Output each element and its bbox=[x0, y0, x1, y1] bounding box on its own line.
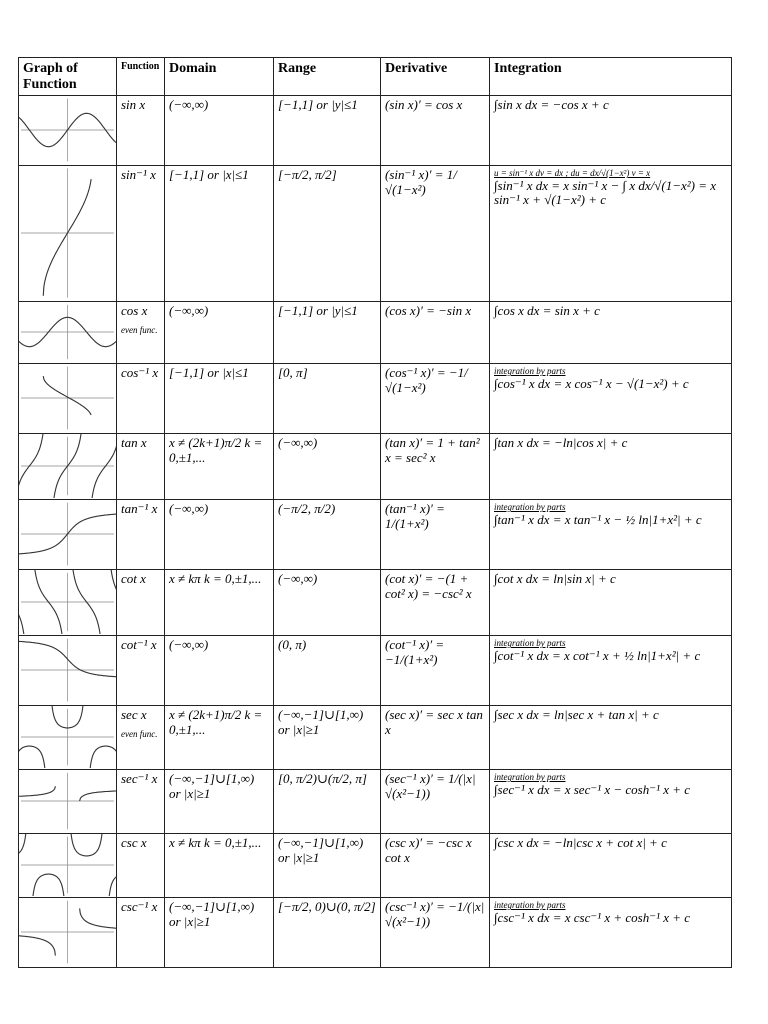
sine-curve-graph bbox=[19, 96, 116, 164]
function-cell-text: cot⁻¹ x bbox=[121, 637, 157, 653]
trig-function-table bbox=[18, 57, 732, 968]
derivative-cell bbox=[381, 898, 490, 968]
domain-cell bbox=[165, 434, 274, 500]
table-row bbox=[19, 96, 732, 166]
derivative-cell-text: (tan x)′ = 1 + tan² x = sec² x bbox=[385, 435, 480, 466]
derivative-cell-text: (csc⁻¹ x)′ = −1/(|x|√(x²−1)) bbox=[385, 899, 485, 930]
range-cell bbox=[274, 434, 381, 500]
graph-cell bbox=[19, 96, 117, 166]
domain-cell-text: [−1,1] or |x|≤1 bbox=[169, 365, 249, 381]
graph-cell bbox=[19, 770, 117, 834]
function-cell bbox=[117, 96, 165, 166]
function-note: even func. bbox=[121, 729, 158, 740]
secant-curve-graph bbox=[19, 706, 116, 768]
integration-cell bbox=[490, 834, 732, 898]
domain-cell bbox=[165, 706, 274, 770]
tangent-curve-graph bbox=[19, 434, 116, 498]
integration-cell-text: ∫sec⁻¹ x dx = x sec⁻¹ x − cosh⁻¹ x + c bbox=[494, 781, 691, 797]
cotangent-curve-graph bbox=[19, 570, 116, 634]
derivative-cell bbox=[381, 770, 490, 834]
integration-cell bbox=[490, 706, 732, 770]
function-cell-text: sin⁻¹ x bbox=[121, 167, 156, 183]
domain-cell bbox=[165, 570, 274, 636]
integration-cell-text: ∫tan⁻¹ x dx = x tan⁻¹ x − ½ ln|1+x²| + c bbox=[494, 511, 702, 527]
function-cell bbox=[117, 364, 165, 434]
integration-cell-text: ∫sin x dx = −cos x + c bbox=[494, 97, 609, 113]
domain-cell bbox=[165, 500, 274, 570]
derivative-cell bbox=[381, 302, 490, 364]
function-cell-text: tan x bbox=[121, 435, 147, 451]
range-cell bbox=[274, 770, 381, 834]
table-row bbox=[19, 570, 732, 636]
function-cell-text: cos⁻¹ x bbox=[121, 365, 159, 381]
derivative-cell bbox=[381, 636, 490, 706]
derivative-cell-text: (sec x)′ = sec x tan x bbox=[385, 707, 483, 738]
derivative-cell bbox=[381, 364, 490, 434]
domain-cell bbox=[165, 834, 274, 898]
range-cell-text: [−π/2, π/2] bbox=[278, 167, 337, 183]
integration-cell-text: ∫tan x dx = −ln|cos x| + c bbox=[494, 435, 628, 451]
domain-cell-text: (−∞,∞) bbox=[169, 97, 209, 113]
function-cell-text: sec x bbox=[121, 707, 147, 723]
header-integration: Integration bbox=[490, 58, 732, 96]
range-cell bbox=[274, 570, 381, 636]
table-row bbox=[19, 834, 732, 898]
function-cell-text: sec⁻¹ x bbox=[121, 771, 158, 787]
table-row bbox=[19, 898, 732, 968]
range-cell-text: [0, π/2)∪(π/2, π] bbox=[278, 771, 367, 787]
domain-cell-text: x ≠ kπ k = 0,±1,... bbox=[169, 835, 262, 851]
graph-cell bbox=[19, 434, 117, 500]
integration-note: integration by parts bbox=[494, 900, 566, 911]
function-note: even func. bbox=[121, 325, 158, 336]
integration-cell-text: ∫cos⁻¹ x dx = x cos⁻¹ x − √(1−x²) + c bbox=[494, 375, 689, 391]
table-row bbox=[19, 302, 732, 364]
integration-note: integration by parts bbox=[494, 772, 566, 783]
integration-cell-text: ∫cot⁻¹ x dx = x cot⁻¹ x + ½ ln|1+x²| + c bbox=[494, 647, 701, 663]
function-cell bbox=[117, 834, 165, 898]
domain-cell bbox=[165, 166, 274, 302]
range-cell-text: [−1,1] or |y|≤1 bbox=[278, 97, 358, 113]
graph-cell bbox=[19, 302, 117, 364]
function-cell-text: csc x bbox=[121, 835, 147, 851]
range-cell bbox=[274, 706, 381, 770]
function-cell-text: cos x bbox=[121, 303, 148, 319]
range-cell bbox=[274, 96, 381, 166]
arccosecant-curve-graph bbox=[19, 898, 116, 966]
graph-cell bbox=[19, 636, 117, 706]
arcsecant-curve-graph bbox=[19, 770, 116, 832]
domain-cell-text: [−1,1] or |x|≤1 bbox=[169, 167, 249, 183]
integration-cell bbox=[490, 636, 732, 706]
integration-cell-text: ∫sec x dx = ln|sec x + tan x| + c bbox=[494, 707, 659, 723]
graph-cell bbox=[19, 898, 117, 968]
function-cell bbox=[117, 898, 165, 968]
function-cell-text: sin x bbox=[121, 97, 146, 113]
domain-cell bbox=[165, 636, 274, 706]
header-graph: Graph of Function bbox=[19, 58, 117, 96]
function-cell-text: csc⁻¹ x bbox=[121, 899, 158, 915]
graph-cell bbox=[19, 166, 117, 302]
arcsecant-curve-branch-0 bbox=[80, 791, 116, 801]
function-cell bbox=[117, 706, 165, 770]
graph-cell bbox=[19, 500, 117, 570]
table-row bbox=[19, 364, 732, 434]
derivative-cell-text: (cot x)′ = −(1 + cot² x) = −csc² x bbox=[385, 571, 472, 602]
range-cell bbox=[274, 898, 381, 968]
domain-cell-text: x ≠ (2k+1)π/2 k = 0,±1,... bbox=[169, 435, 263, 466]
domain-cell-text: (−∞,∞) bbox=[169, 637, 209, 653]
integration-note: u = sin⁻¹ x dv = dx ; du = dx/√(1−x²) v = x bbox=[494, 168, 651, 179]
cosecant-curve-branch-0 bbox=[19, 834, 26, 856]
derivative-cell-text: (sin x)′ = cos x bbox=[385, 97, 463, 113]
range-cell-text: (−∞,∞) bbox=[278, 435, 318, 451]
range-cell bbox=[274, 364, 381, 434]
integration-cell-text: ∫csc⁻¹ x dx = x csc⁻¹ x + cosh⁻¹ x + c bbox=[494, 909, 691, 925]
domain-cell bbox=[165, 96, 274, 166]
derivative-cell-text: (cos x)′ = −sin x bbox=[385, 303, 472, 319]
table-row bbox=[19, 636, 732, 706]
domain-cell bbox=[165, 770, 274, 834]
integration-cell bbox=[490, 96, 732, 166]
domain-cell-text: x ≠ (2k+1)π/2 k = 0,±1,... bbox=[169, 707, 263, 738]
function-cell bbox=[117, 570, 165, 636]
header-domain: Domain bbox=[165, 58, 274, 96]
function-cell-text: tan⁻¹ x bbox=[121, 501, 158, 517]
graph-cell bbox=[19, 570, 117, 636]
derivative-cell-text: (sin⁻¹ x)′ = 1/√(1−x²) bbox=[385, 167, 457, 198]
domain-cell bbox=[165, 898, 274, 968]
function-cell bbox=[117, 500, 165, 570]
integration-note: integration by parts bbox=[494, 366, 566, 377]
derivative-cell bbox=[381, 706, 490, 770]
cosecant-curve-branch-2 bbox=[71, 834, 103, 856]
secant-curve-branch-3 bbox=[89, 746, 116, 768]
function-cell-text: cot x bbox=[121, 571, 146, 587]
range-cell-text: (−π/2, π/2) bbox=[278, 501, 336, 517]
function-cell bbox=[117, 770, 165, 834]
integration-cell bbox=[490, 570, 732, 636]
integration-cell bbox=[490, 770, 732, 834]
domain-cell-text: (−∞,∞) bbox=[169, 303, 209, 319]
graph-cell bbox=[19, 706, 117, 770]
integration-cell bbox=[490, 500, 732, 570]
domain-cell bbox=[165, 302, 274, 364]
header-range: Range bbox=[274, 58, 381, 96]
header-function: Function bbox=[117, 58, 165, 96]
function-cell bbox=[117, 302, 165, 364]
derivative-cell-text: (cot⁻¹ x)′ = −1/(1+x²) bbox=[385, 637, 445, 668]
range-cell bbox=[274, 636, 381, 706]
range-cell bbox=[274, 500, 381, 570]
function-cell bbox=[117, 636, 165, 706]
function-cell bbox=[117, 166, 165, 302]
derivative-cell-text: (csc x)′ = −csc x cot x bbox=[385, 835, 472, 866]
range-cell bbox=[274, 166, 381, 302]
integration-cell-text: ∫csc x dx = −ln|csc x + cot x| + c bbox=[494, 835, 667, 851]
table-row bbox=[19, 500, 732, 570]
integration-cell bbox=[490, 898, 732, 968]
arccosecant-curve-branch-1 bbox=[19, 936, 55, 956]
secant-curve-branch-1 bbox=[19, 746, 46, 768]
cosecant-curve-branch-3 bbox=[109, 874, 116, 896]
domain-cell-text: x ≠ kπ k = 0,±1,... bbox=[169, 571, 262, 587]
integration-cell bbox=[490, 434, 732, 500]
integration-cell bbox=[490, 302, 732, 364]
function-cell bbox=[117, 434, 165, 500]
domain-cell bbox=[165, 364, 274, 434]
range-cell bbox=[274, 834, 381, 898]
derivative-cell bbox=[381, 166, 490, 302]
graph-cell bbox=[19, 834, 117, 898]
integration-cell-text: ∫cot x dx = ln|sin x| + c bbox=[494, 571, 616, 587]
table-row bbox=[19, 166, 732, 302]
domain-cell-text: (−∞,−1]∪[1,∞) or |x|≥1 bbox=[169, 899, 255, 930]
header-derivative: Derivative bbox=[381, 58, 490, 96]
integration-cell bbox=[490, 364, 732, 434]
derivative-cell bbox=[381, 500, 490, 570]
integration-cell-text: ∫sin⁻¹ x dx = x sin⁻¹ x − ∫ x dx/√(1−x²) = x sin⁻¹ x + √(1−x²) + c bbox=[494, 177, 717, 208]
cosine-curve-graph bbox=[19, 302, 116, 362]
cosecant-curve-graph bbox=[19, 834, 116, 896]
arccosecant-curve-branch-0 bbox=[80, 909, 116, 929]
range-cell-text: (−∞,−1]∪[1,∞) or |x|≥1 bbox=[278, 707, 364, 738]
arccotangent-curve-graph bbox=[19, 636, 116, 704]
domain-cell-text: (−∞,∞) bbox=[169, 501, 209, 517]
range-cell-text: (−∞,−1]∪[1,∞) or |x|≥1 bbox=[278, 835, 364, 866]
range-cell-text: [0, π] bbox=[278, 365, 308, 381]
table-row bbox=[19, 706, 732, 770]
derivative-cell-text: (tan⁻¹ x)′ = 1/(1+x²) bbox=[385, 501, 445, 532]
range-cell-text: (−∞,∞) bbox=[278, 571, 318, 587]
table-row bbox=[19, 434, 732, 500]
arcsine-curve-graph bbox=[19, 166, 116, 300]
integration-cell bbox=[490, 166, 732, 302]
derivative-cell bbox=[381, 96, 490, 166]
graph-cell bbox=[19, 364, 117, 434]
integration-note: integration by parts bbox=[494, 502, 566, 513]
arcsecant-curve-branch-1 bbox=[19, 786, 55, 796]
derivative-cell-text: (cos⁻¹ x)′ = −1/√(1−x²) bbox=[385, 365, 468, 396]
range-cell bbox=[274, 302, 381, 364]
range-cell-text: (0, π) bbox=[278, 637, 307, 653]
derivative-cell bbox=[381, 570, 490, 636]
derivative-cell-text: (sec⁻¹ x)′ = 1/(|x|√(x²−1)) bbox=[385, 771, 476, 802]
cosecant-curve-branch-1 bbox=[32, 874, 65, 896]
range-cell-text: [−1,1] or |y|≤1 bbox=[278, 303, 358, 319]
header-row bbox=[19, 58, 732, 96]
arctangent-curve-graph bbox=[19, 500, 116, 568]
arccosine-curve-graph bbox=[19, 364, 116, 432]
range-cell-text: [−π/2, 0)∪(0, π/2] bbox=[278, 899, 376, 915]
integration-note: integration by parts bbox=[494, 638, 566, 649]
table-row bbox=[19, 770, 732, 834]
derivative-cell bbox=[381, 434, 490, 500]
integration-cell-text: ∫cos x dx = sin x + c bbox=[494, 303, 600, 319]
domain-cell-text: (−∞,−1]∪[1,∞) or |x|≥1 bbox=[169, 771, 255, 802]
derivative-cell bbox=[381, 834, 490, 898]
